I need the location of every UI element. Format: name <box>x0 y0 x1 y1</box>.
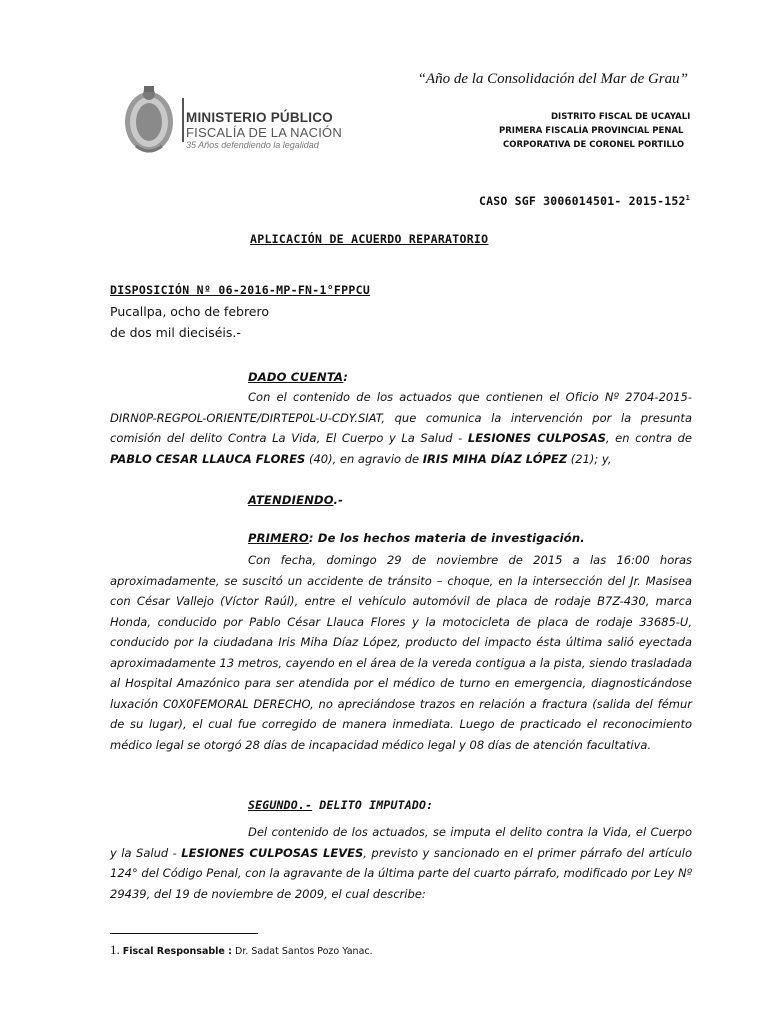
office-line-1: DISTRITO FISCAL DE UCAYALI <box>551 112 691 122</box>
footnote-text: Dr. Sadat Santos Pozo Yanac. <box>235 946 373 957</box>
atendiendo-heading <box>248 493 343 507</box>
footnote-number: 1. <box>110 942 120 957</box>
segundo-paragraph <box>110 822 692 904</box>
seal-emblem-icon <box>122 82 176 156</box>
bold-run: IRIS MIHA DÍAZ LÓPEZ <box>422 451 568 466</box>
document-title: APLICACIÓN DE ACUERDO REPARATORIO <box>250 232 489 246</box>
place-date-line-1: Pucallpa, ocho de febrero <box>110 304 270 319</box>
segundo-title: DELITO IMPUTADO: <box>319 798 434 812</box>
office-line-3: CORPORATIVA DE CORONEL PORTILLO <box>503 140 685 150</box>
primero-paragraph: Con fecha, domingo 29 de noviembre de 2015 a las 16:00 horas aproximadamente, se suscitó un accidente de tránsito – choque, en la intersección del Jr. Masisea con César Vallejo (Víctor Raúl), entre el vehículo automóvil de placa de rodaje B7Z-430, marca Honda, conducido por Pablo César Llauca Flores y la motocicleta de placa de rodaje 33685-U, conducido por la ciudadana Iris Miha Díaz López, producto del impacto ésta última salió eyectada aproximadamente 13 metros, cayendo en el área de la vereda contigua a la pista, siendo trasladada al Hospital Amazónico para ser atendida por el médico de turno en emergencia, diagnosticándose luxación C0X0FEMORAL DERECHO, no apreciándose trazos en relación a fractura (salida del fémur de su lugar), el cual fue corregido de manera inmediata. Luego de practicado el reconocimiento médico legal se otorgó 28 días de incapacidad médico legal y 08 días de atención facultativa. <box>110 553 692 752</box>
case-footnote-ref: 1 <box>685 194 690 203</box>
text-run: Con el contenido de los actuados que contienen el Oficio Nº 2704-2015-DIRN0P-REGPOL-ORIENTE/DIRTEP0L-U-CDY.SIAT, que comunica la intervención por la presunta comisión del delito Contra La Vida, El Cuerpo y La Salud - <box>110 390 692 445</box>
dado-cuenta-colon: : <box>343 370 349 384</box>
text-run: , previsto y sancionado en el primer párrafo del artículo 124° del Código Penal, con la agravante de la última parte del cuarto párrafo, modificado por Ley Nº 29439, del 19 de noviembre de 2009, el cual describe: <box>110 845 693 901</box>
text-run: , en contra de <box>605 431 692 445</box>
case-label: CASO SGF 3006014501- 2015-152 <box>478 194 686 208</box>
bold-run: LESIONES CULPOSAS LEVES <box>181 845 364 860</box>
text-run: (40), en agravio de <box>305 451 423 466</box>
logo-divider <box>182 98 184 142</box>
bold-run: LESIONES CULPOSAS <box>467 431 606 445</box>
footnote <box>110 942 373 958</box>
dado-cuenta-paragraph <box>110 387 692 469</box>
disposition-number: DISPOSICIÓN Nº 06-2016-MP-FN-1°FPPCU <box>110 283 371 297</box>
dado-cuenta-label: DADO CUENTA <box>248 370 344 384</box>
primero-title: : De los hechos materia de investigación. <box>308 531 585 545</box>
segundo-heading <box>248 798 433 812</box>
text-run: (21); y, <box>567 451 612 466</box>
place-date-line-2: de dos mil dieciséis.- <box>110 325 241 340</box>
footnote-label: Fiscal Responsable : <box>122 946 232 957</box>
bold-run: PABLO CESAR LLAUCA FLORES <box>110 451 306 466</box>
case-number <box>479 194 690 208</box>
footnote-rule <box>110 933 258 934</box>
logo-line-2: FISCALÍA DE LA NACIÓN <box>186 125 342 140</box>
dado-cuenta-heading <box>248 370 348 384</box>
logo-line-3: 35 Años defendiendo la legalidad <box>186 140 319 150</box>
primero-label: PRIMERO <box>248 531 309 545</box>
office-line-2: PRIMERA FISCALÍA PROVINCIAL PENAL <box>499 126 684 136</box>
segundo-label: SEGUNDO.- <box>248 798 313 812</box>
year-motto: “Año de la Consolidación del Mar de Grau” <box>417 71 688 87</box>
text-run: Del contenido de los actuados, se imputa el delito contra la Vida, el Cuerpo y la Salud - <box>110 825 692 860</box>
atendiendo-suffix: .- <box>333 493 344 507</box>
primero-heading <box>248 531 585 545</box>
atendiendo-label: ATENDIENDO <box>248 493 334 507</box>
logo-line-1: MINISTERIO PÚBLICO <box>186 110 333 125</box>
